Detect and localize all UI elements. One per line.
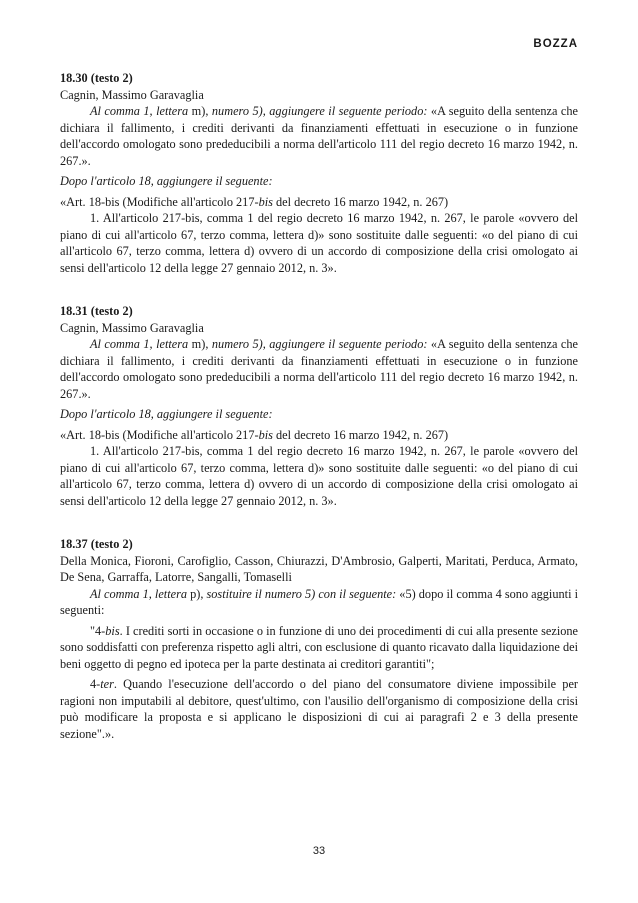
- comma-prefix: "4-: [90, 623, 106, 638]
- comma-text: . I crediti sorti in occasione o in funzione di uno dei procedimenti di cui alla presente sezione sono soddisfatti con preferenza rispetto agli altri, con esclusione di quanto ricavato dalla liquidazione dei beni oggetto di pegno ed ipoteca per la parte destinata ai creditori garantiti";: [60, 623, 578, 671]
- new-comma-4-ter: [60, 676, 578, 742]
- document-body: [60, 70, 578, 769]
- page-number: 33: [312, 845, 326, 857]
- article-heading-text: del decreto 16 marzo 1942, n. 267): [272, 427, 449, 442]
- comma-text: . Quando l'esecuzione dell'accordo o del piano del consumatore diviene impossibile per ragioni non imputabili al debitore, quest'ultimo, con l'ausilio dell'organismo di composizione della crisi può modificare la proposta e si applicano le disposizioni di cui ai paragrafi 2 e 3 della presente sezione".».: [60, 677, 578, 741]
- amendment-authors: Cagnin, Massimo Garavaglia: [60, 320, 204, 335]
- amendment-number: 18.31 (testo 2): [60, 304, 133, 318]
- amendment-18-31: [60, 303, 578, 509]
- article-heading-text: «Art. 18-bis (Modifiche all'articolo 217-: [60, 427, 259, 442]
- instruction-text: Al comma 1, lettera: [90, 586, 188, 601]
- amendment-number: 18.30 (testo 2): [60, 71, 133, 85]
- insertion-instruction: Dopo l'articolo 18, aggiungere il seguente:: [60, 174, 273, 188]
- instruction-text: Al comma 1, lettera: [90, 104, 189, 118]
- amendment-authors: Della Monica, Fioroni, Carofiglio, Casson, Chiurazzi, D'Ambrosio, Galperti, Maritati, Perduca, Armato, De Sena, Garraffa, Latorre, Sangalli, Tomaselli: [60, 553, 578, 584]
- amendment-paragraph: [60, 103, 578, 169]
- amendment-number: 18.37 (testo 2): [60, 537, 133, 551]
- article-body: 1. All'articolo 217-bis, comma 1 del regio decreto 16 marzo 1942, n. 267, le parole «ovvero del piano di cui all'articolo 67, terzo comma, lettera d)» sono sostituite dalle seguenti: «o del piano di cui all'articolo 67, terzo comma, lettera d) ovvero di un accordo di composizione della crisi omologato ai sensi dell'articolo 12 della legge 27 gennaio 2012, n. 3».: [60, 211, 578, 275]
- letter-ref: p),: [187, 586, 207, 601]
- draft-badge: BOZZA: [533, 38, 578, 50]
- amendment-text: «A seguito della sentenza che dichiara il fallimento, i crediti derivanti da finanziamenti effettuati in esecuzione o in funzione dell'accordo omologato sono prededucibili a norma dell'articolo 111 del regio decreto 16 marzo 1942, n. 267.».: [60, 104, 578, 168]
- article-heading: [60, 194, 578, 211]
- comma-suffix: bis: [105, 623, 120, 638]
- amendment-paragraph: [60, 586, 578, 619]
- amendment-text: «A seguito della sentenza che dichiara il fallimento, i crediti derivanti da finanziamenti effettuati in esecuzione o in funzione dell'accordo omologato sono prededucibili a norma dell'articolo 111 del regio decreto 16 marzo 1942, n. 267.».: [60, 337, 578, 401]
- instruction-text: Al comma 1, lettera: [90, 337, 189, 351]
- article-heading: [60, 427, 578, 444]
- instruction-text: sostituire il numero 5) con il seguente:: [206, 586, 397, 601]
- article-heading-suffix: bis: [258, 194, 273, 209]
- letter-ref: m),: [188, 104, 212, 118]
- instruction-text: numero 5), aggiungere il seguente periodo:: [211, 104, 428, 118]
- instruction-text: numero 5), aggiungere il seguente periodo:: [211, 337, 428, 351]
- amendment-paragraph: [60, 336, 578, 402]
- article-heading-text: del decreto 16 marzo 1942, n. 267): [272, 194, 449, 209]
- comma-suffix: ter: [100, 677, 114, 691]
- article-heading-suffix: bis: [258, 427, 273, 442]
- amendment-18-30: [60, 70, 578, 276]
- amendment-text: «5) dopo il comma 4 sono aggiunti i seguenti:: [60, 586, 578, 617]
- letter-ref: m),: [188, 337, 212, 351]
- article-body: 1. All'articolo 217-bis, comma 1 del regio decreto 16 marzo 1942, n. 267, le parole «ovvero del piano di cui all'articolo 67, terzo comma, lettera d)» sono sostituite dalle seguenti: «o del piano di cui all'articolo 67, terzo comma, lettera d) ovvero di un accordo di composizione della crisi omologato ai sensi dell'articolo 12 della legge 27 gennaio 2012, n. 3».: [60, 444, 578, 508]
- amendment-authors: Cagnin, Massimo Garavaglia: [60, 87, 204, 102]
- new-comma-4-bis: [60, 623, 578, 673]
- article-heading-text: «Art. 18-bis (Modifiche all'articolo 217-: [60, 194, 259, 209]
- insertion-instruction: Dopo l'articolo 18, aggiungere il seguente:: [60, 407, 273, 421]
- comma-prefix: 4-: [90, 677, 101, 691]
- amendment-18-37: [60, 536, 578, 742]
